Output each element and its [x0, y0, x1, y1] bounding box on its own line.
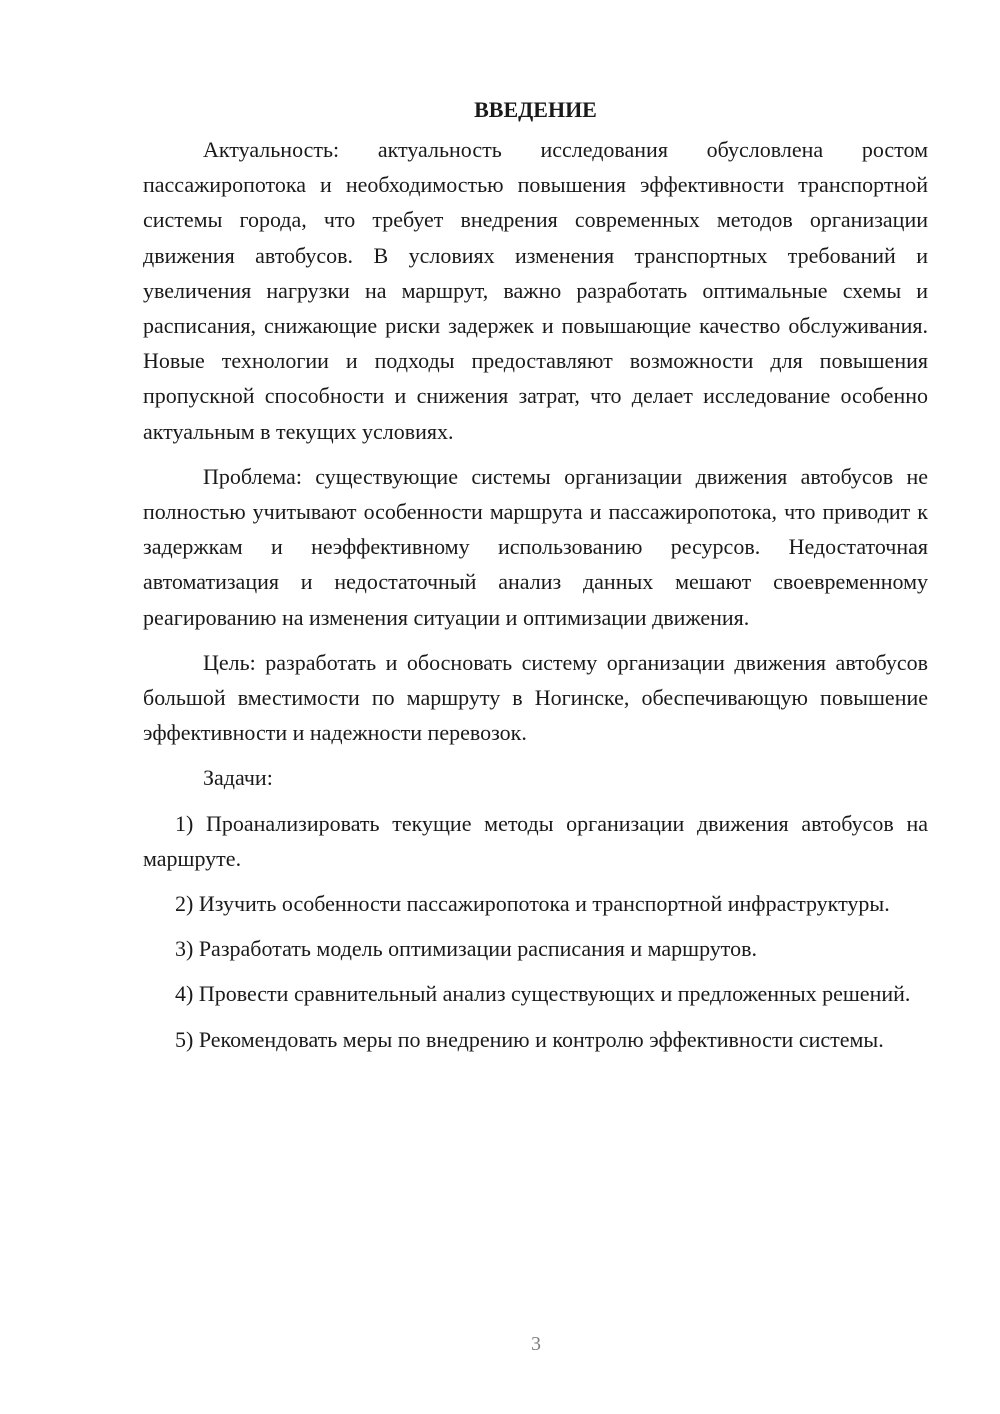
goal-paragraph: Цель: разработать и обосновать систему организации движения автобусов большой вместимости по маршруту в Ногинске, обеспечивающую повышение эффективности и надежности перевозок.: [143, 649, 928, 746]
task-item: 2) Изучить особенности пассажиропотока и транспортной инфраструктуры.: [175, 891, 890, 917]
task-item: 1) Проанализировать текущие методы организации движения автобусов на маршруте.: [143, 810, 928, 871]
document-page: [143, 92, 928, 1067]
problem-paragraph: Проблема: существующие системы организации движения автобусов не полностью учитывают особенности маршрута и пассажиропотока, что приводит к задержкам и неэффективному использованию ресурсов. Недостаточная автоматизация и недостаточный анализ данных мешают своевременному реагированию на изменения ситуации и оптимизации движения.: [143, 463, 928, 630]
relevance-paragraph: Актуальность: актуальность исследования обусловлена ростом пассажиропотока и необходимостью повышения эффективности транспортной системы города, что требует внедрения современных методов организации движения автобусов. В условиях изменения транспортных требований и увеличения нагрузки на маршрут, важно разработать оптимальные схемы и расписания, снижающие риски задержек и повышающие качество обслуживания. Новые технологии и подходы предоставляют возможности для повышения пропускной способности и снижения затрат, что делает исследование особенно актуальным в текущих условиях.: [143, 137, 928, 444]
section-heading: ВВЕДЕНИЕ: [474, 97, 597, 122]
tasks-label: Задачи:: [203, 765, 273, 791]
page-number: 3: [531, 1333, 541, 1355]
task-item: 4) Провести сравнительный анализ существующих и предложенных решений.: [175, 981, 911, 1007]
task-item: 5) Рекомендовать меры по внедрению и контролю эффективности системы.: [175, 1026, 884, 1052]
task-item: 3) Разработать модель оптимизации расписания и маршрутов.: [175, 936, 758, 962]
